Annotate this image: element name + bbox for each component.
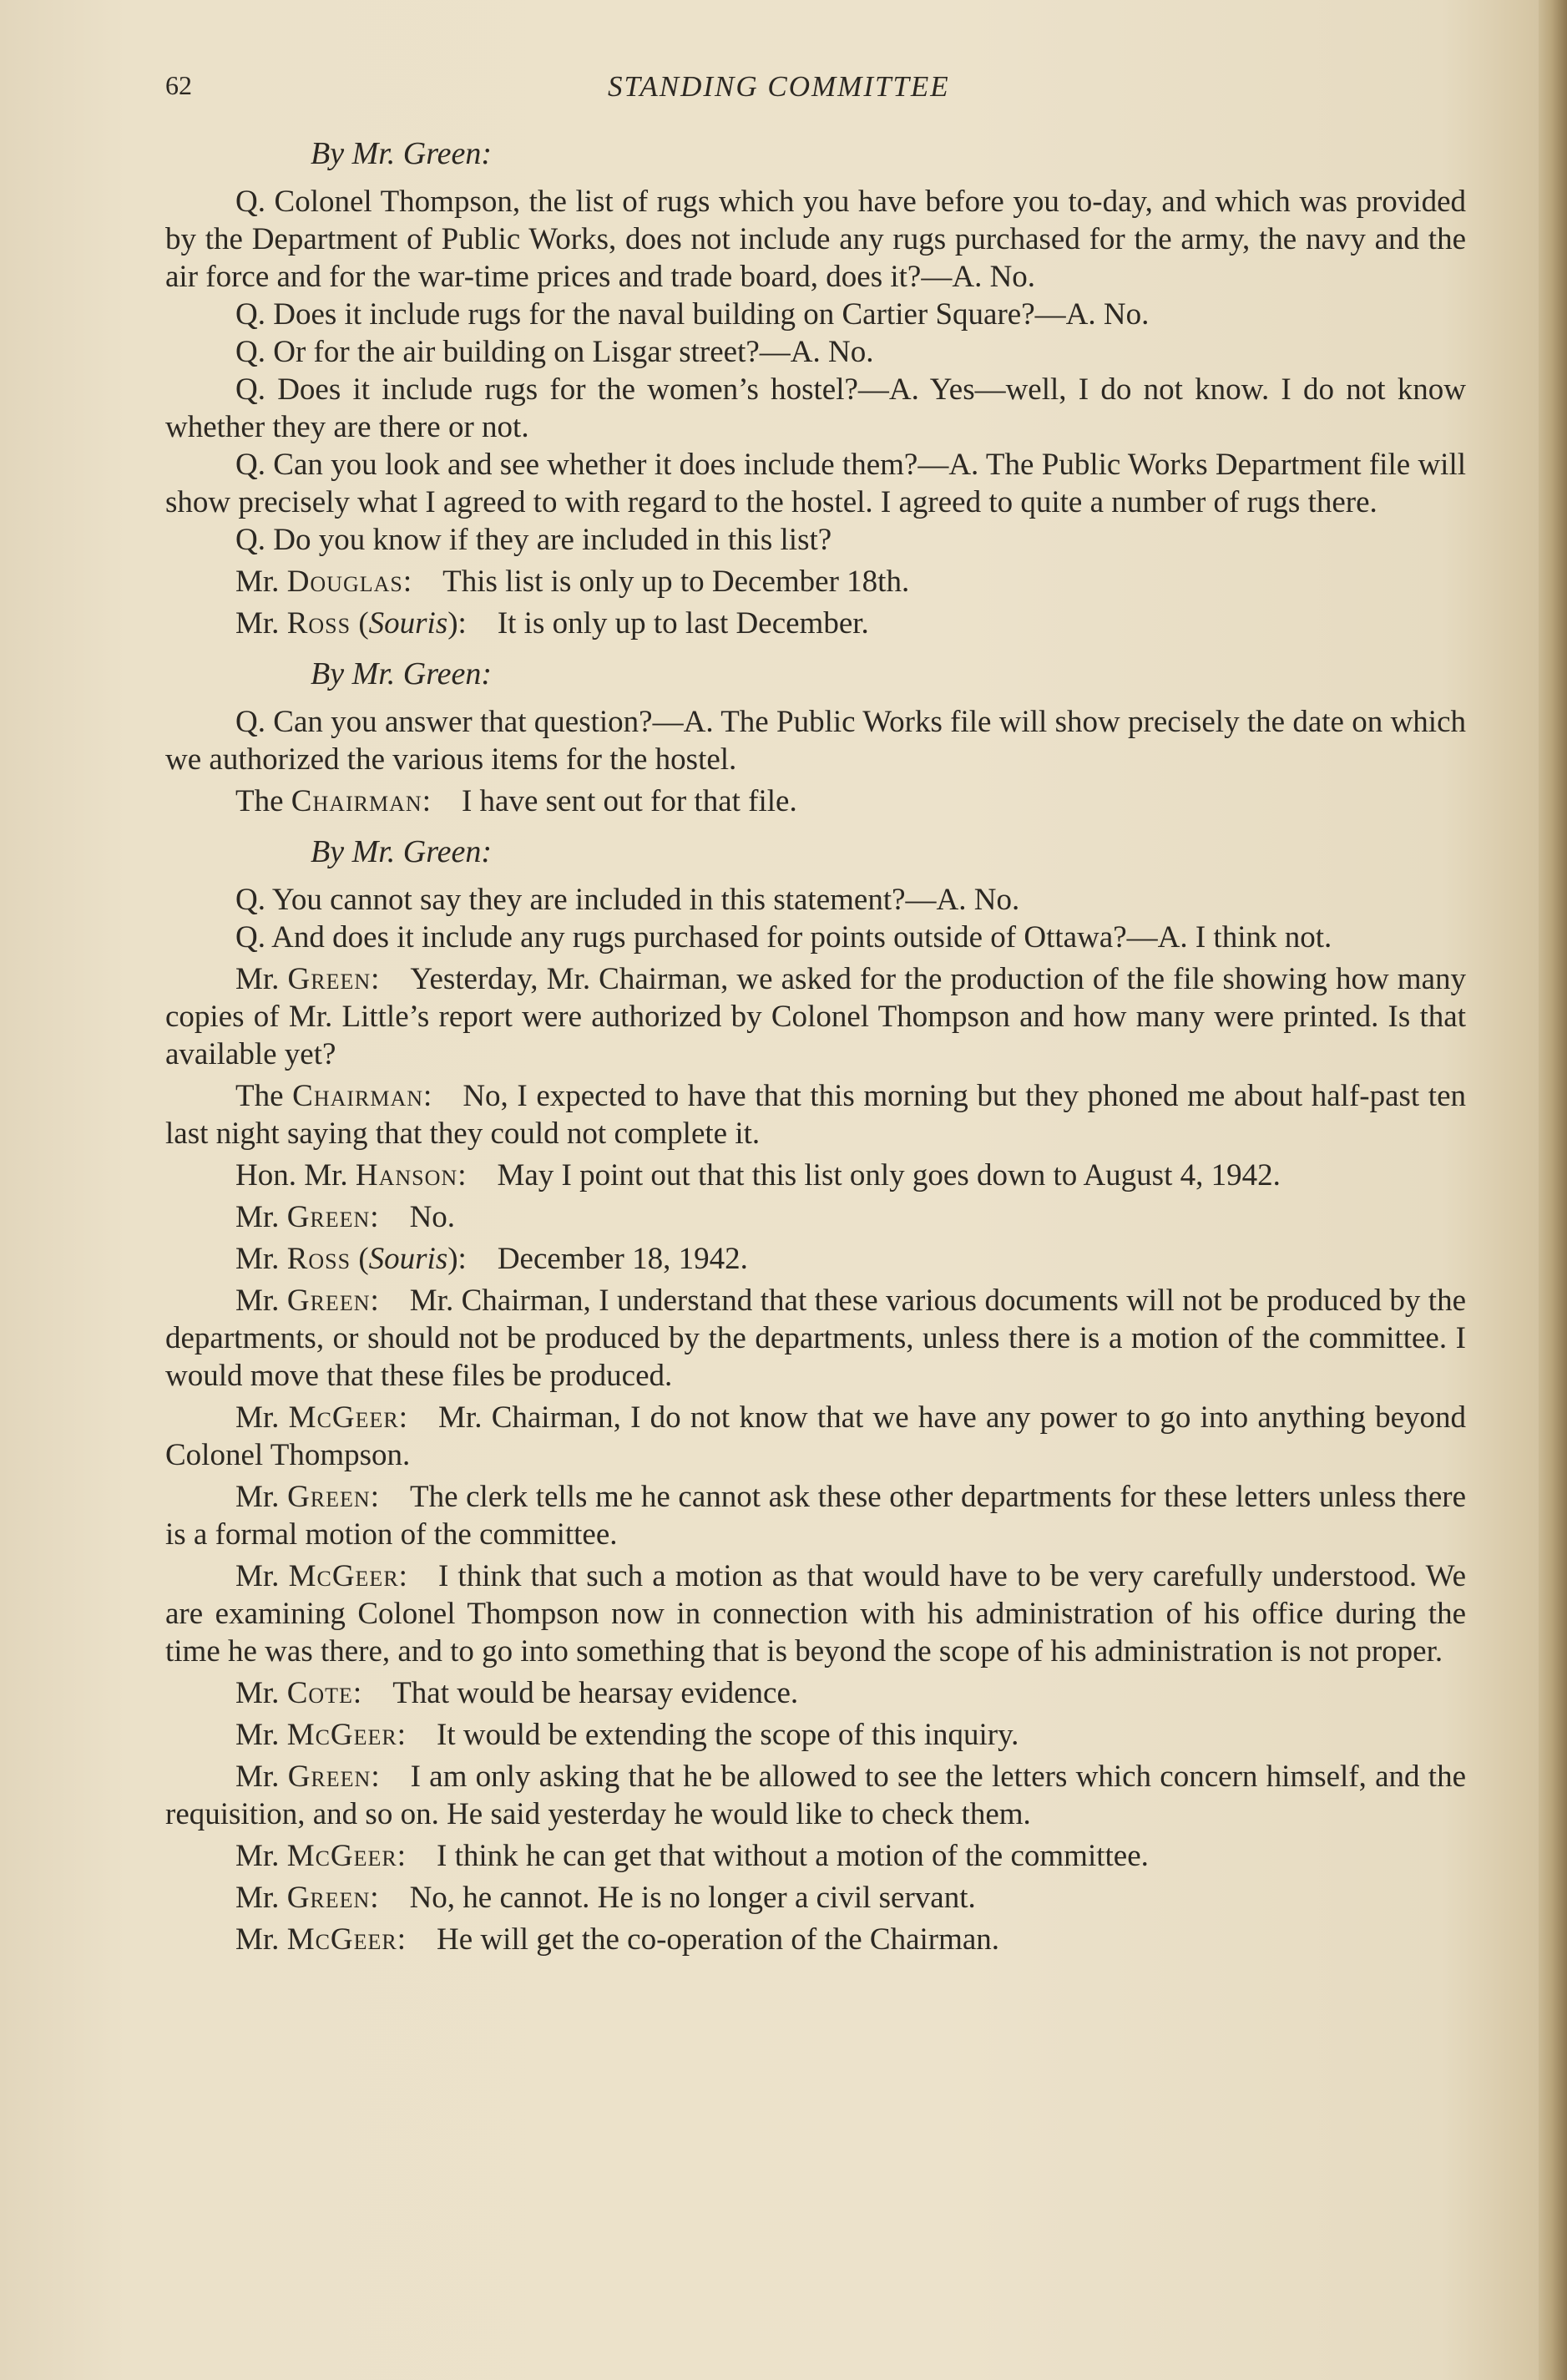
speaker-statement: Hon. Mr. Hanson: May I point out that this list only goes down to August 4, 1942. [235, 1158, 1281, 1193]
statement-text: He will get the co-operation of the Chairman. [437, 1922, 1000, 1957]
speaker-title: Mr. [235, 1922, 280, 1957]
speaker-statement: Mr. Green: No. [235, 1200, 456, 1234]
speaker-name: Chairman [292, 1079, 424, 1113]
statement-text: I have sent out for that file. [461, 784, 797, 818]
speaker-name: Green [286, 1200, 371, 1234]
speaker-name: McGeer [286, 1922, 397, 1957]
speaker-statement: Mr. Green: No, he cannot. He is no longer a civil servant. [235, 1881, 976, 1915]
speaker-statement: The Chairman: No, I expected to have that this morning but they phoned me about half-past ten last night saying that they could not complete it. [165, 1079, 1466, 1151]
speaker-title: Mr. [235, 1559, 280, 1593]
statement-text: Mr. Chairman, I understand that these various documents will not be produced by the departments, or should not be produced by the departments, unless there is a motion of the committee. I would move that these files be produced. [165, 1284, 1466, 1393]
speaker-title: Mr. [235, 1718, 280, 1752]
statement-text: No, he cannot. He is no longer a civil servant. [409, 1881, 976, 1915]
speaker-title: Mr. [235, 606, 280, 641]
statement-text: May I point out that this list only goes down to August 4, 1942. [497, 1158, 1281, 1193]
statement-text: No. [409, 1200, 456, 1234]
examiner-subheading: By Mr. Green: [311, 656, 493, 691]
speaker-name: Hanson [355, 1158, 458, 1193]
statement-text: No, I expected to have that this morning but they phoned me about half-past ten last night saying that they could not complete it. [165, 1079, 1466, 1151]
statement-text: Yesterday, Mr. Chairman, we asked for the production of the file showing how many copies of Mr. Little’s report were authorized by Colonel Thompson and how many were printed. Is that available yet? [165, 962, 1466, 1071]
speaker-statement: Mr. Cote: That would be hearsay evidence. [235, 1676, 799, 1710]
speaker-title: Mr. [235, 1284, 280, 1318]
speaker-statement: Mr. Green: I am only asking that he be allowed to see the letters which concern himself, and the requisition, and so on. He said yesterday he would like to check them. [165, 1760, 1467, 1831]
page-edge [1539, 0, 1567, 2380]
speaker-title: Mr. [235, 962, 280, 996]
speaker-statement: Mr. McGeer: He will get the co-operation of the Chairman. [235, 1922, 1000, 1957]
speaker-name: Douglas [286, 565, 403, 599]
speaker-title: Mr. [235, 1242, 280, 1276]
statement-text: I think that such a motion as that would have to be very carefully understood. We are examining Colonel Thompson now in connection with his administration of his office during the time he was there, and to go into something that is beyond the scope of his administration is not proper. [165, 1559, 1467, 1669]
speaker-title: The [235, 1079, 284, 1113]
speaker-name: Cote [286, 1676, 353, 1710]
speaker-title: Mr. [235, 1676, 280, 1710]
speaker-title: Mr. [235, 1200, 280, 1234]
speaker-statement: The Chairman: I have sent out for that file. [235, 784, 797, 818]
examiner-subheading: By Mr. Green: [311, 136, 493, 171]
question-answer: Q. Does it include rugs for the naval building on Cartier Square?—A. No. [235, 297, 1150, 332]
question-answer: Q. Or for the air building on Lisgar street?—A. No. [235, 335, 874, 369]
statement-text: Mr. Chairman, I do not know that we have any power to go into anything beyond Colonel Thompson. [165, 1400, 1466, 1472]
statement-text: I think he can get that without a motion of the committee. [437, 1839, 1149, 1873]
speaker-statement: Mr. Green: The clerk tells me he cannot ask these other departments for these letters unless there is a formal motion of the committee. [165, 1480, 1466, 1552]
speaker-name: McGeer [288, 1400, 399, 1435]
speaker-name: Green [287, 962, 372, 996]
speaker-title: The [235, 784, 284, 818]
speaker-name: McGeer [286, 1839, 397, 1873]
speaker-statement: Mr. McGeer: I think that such a motion as that would have to be very carefully understood. We are examining Colonel Thompson now in connection with his administration of his office during the time he was there, and to go into something that is beyond the scope of his administration is not proper. [165, 1559, 1467, 1669]
question-answer: Q. Can you look and see whether it does include them?—A. The Public Works Department file will show precisely what I agreed to with regard to the hostel. I agreed to quite a number of rugs there. [165, 448, 1466, 519]
question-answer: Q. Do you know if they are included in this list? [235, 523, 832, 557]
speaker-statement: Mr. Green: Mr. Chairman, I understand that these various documents will not be produced by the departments, or should not be produced by the departments, unless there is a motion of the committee. I would move that these files be produced. [165, 1284, 1466, 1393]
speaker-title: Mr. [235, 1400, 280, 1435]
statement-text: That would be hearsay evidence. [392, 1676, 799, 1710]
speaker-title: Hon. Mr. [235, 1158, 348, 1193]
question-answer: Q. You cannot say they are included in this statement?—A. No. [235, 883, 1020, 917]
question-answer: Q. Does it include rugs for the women’s hostel?—A. Yes—well, I do not know. I do not know whether they are there or not. [165, 372, 1466, 444]
speaker-name: Green [287, 1760, 372, 1794]
speaker-name: Ross [286, 606, 351, 641]
speaker-name: Ross [286, 1242, 351, 1276]
page-number: 62 [165, 70, 192, 100]
transcript-body [165, 135, 1466, 1958]
speaker-title: Mr. [235, 1839, 280, 1873]
question-answer: Q. Colonel Thompson, the list of rugs which you have before you to-day, and which was provided by the Department of Public Works, does not include any rugs purchased for the army, the navy and the air force and for the war-time prices and trade board, does it?—A. No. [165, 185, 1466, 294]
running-head-title: STANDING COMMITTEE [608, 70, 950, 103]
examiner-subheading: By Mr. Green: [311, 834, 493, 869]
speaker-statement: Mr. McGeer: Mr. Chairman, I do not know that we have any power to go into anything beyond Colonel Thompson. [165, 1400, 1466, 1472]
speaker-title: Mr. [235, 1881, 280, 1915]
statement-text: This list is only up to December 18th. [442, 565, 910, 599]
question-answer: Q. Can you answer that question?—A. The Public Works file will show precisely the date on which we authorized the various items for the hostel. [165, 705, 1466, 777]
statement-text: It is only up to last December. [497, 606, 869, 641]
speaker-name: Chairman [291, 784, 422, 818]
speaker-statement: Mr. Douglas: This list is only up to December 18th. [235, 565, 910, 599]
speaker-title: Mr. [235, 1760, 280, 1794]
statement-text: December 18, 1942. [497, 1242, 748, 1276]
speaker-name: McGeer [286, 1718, 397, 1752]
statement-text: The clerk tells me he cannot ask these other departments for these letters unless there is a formal motion of the committee. [165, 1480, 1466, 1552]
speaker-name: Green [286, 1881, 371, 1915]
speaker-statement: Mr. Ross (Souris): December 18, 1942. [235, 1242, 748, 1276]
speaker-statement: Mr. McGeer: It would be extending the scope of this inquiry. [235, 1718, 1019, 1752]
question-answer: Q. And does it include any rugs purchased for points outside of Ottawa?—A. I think not. [235, 920, 1332, 955]
statement-text: I am only asking that he be allowed to see the letters which concern himself, and the requisition, and so on. He said yesterday he would like to check them. [165, 1760, 1467, 1831]
speaker-name: Green [287, 1480, 371, 1514]
speaker-name: McGeer [288, 1559, 399, 1593]
speaker-statement: Mr. Ross (Souris): It is only up to last December. [235, 606, 869, 641]
speaker-name: Green [286, 1284, 371, 1318]
speaker-statement: Mr. Green: Yesterday, Mr. Chairman, we asked for the production of the file showing how many copies of Mr. Little’s report were authorized by Colonel Thompson and how many were printed. Is that available yet? [165, 962, 1466, 1071]
speaker-statement: Mr. McGeer: I think he can get that without a motion of the committee. [235, 1839, 1149, 1873]
speaker-title: Mr. [235, 1480, 280, 1514]
page-header [165, 70, 1468, 112]
speaker-title: Mr. [235, 565, 280, 599]
statement-text: It would be extending the scope of this inquiry. [437, 1718, 1019, 1752]
speaker-riding: Souris [368, 606, 448, 641]
speaker-riding: Souris [368, 1242, 448, 1276]
